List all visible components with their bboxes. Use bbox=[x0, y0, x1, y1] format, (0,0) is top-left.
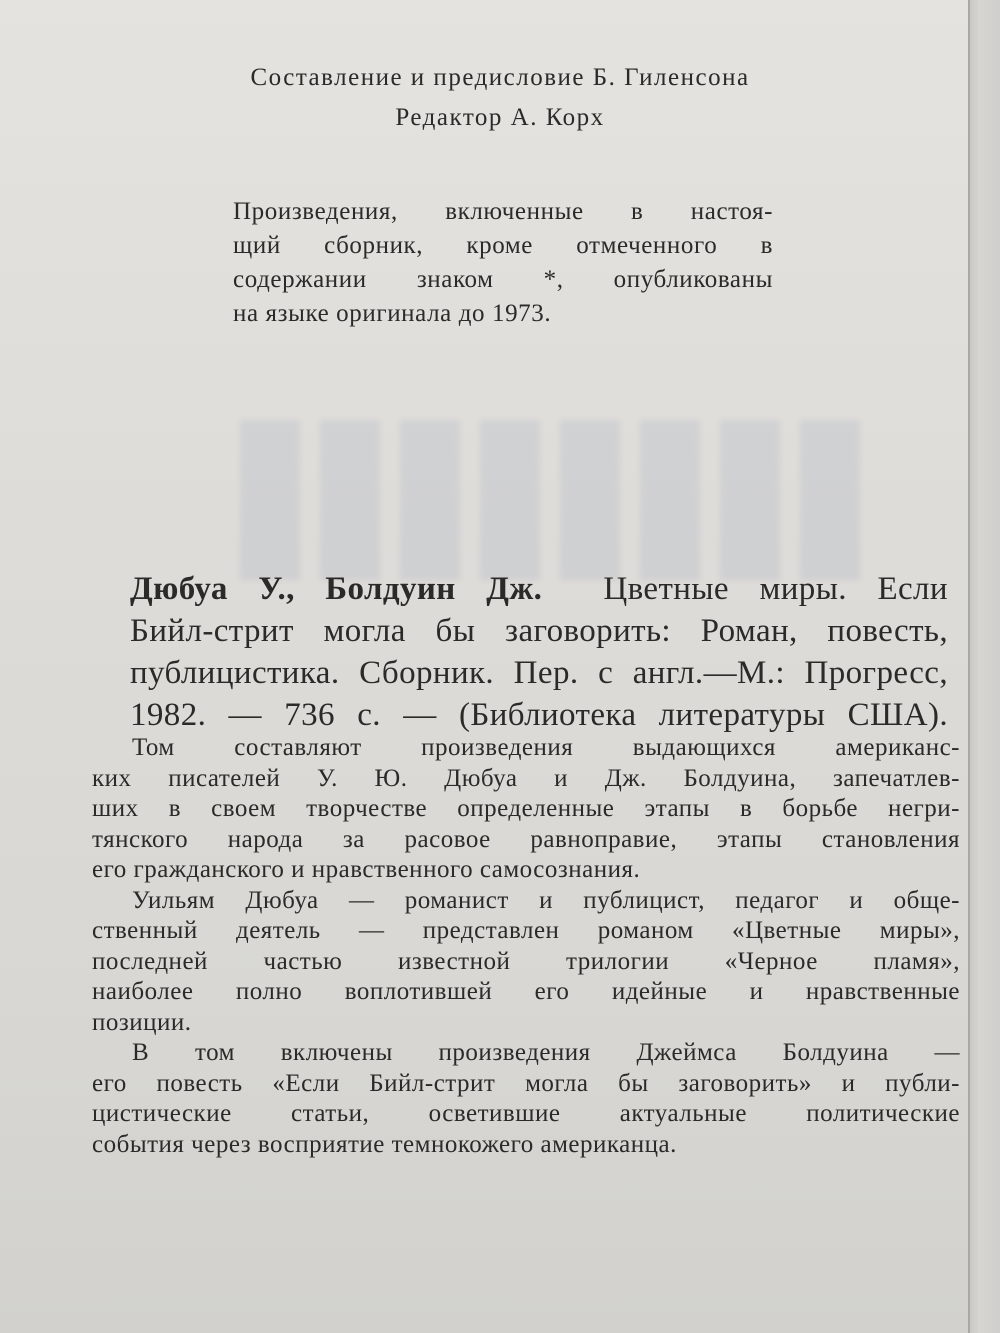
annotation bbox=[92, 733, 960, 1160]
annotation-line: его гражданского и нравственного самосознания. bbox=[92, 856, 641, 883]
annotation-line: тянского народа за расовое равноправие, этапы становления bbox=[92, 825, 960, 853]
bib-line-4: 1982. — 736 с. — (Библиотека литературы США). bbox=[130, 697, 948, 733]
annotation-line: ственный деятель — представлен романом «Цветные миры», bbox=[92, 917, 960, 944]
bib-line-2: Бийл-стрит могла бы заговорить: Роман, повесть, bbox=[130, 613, 948, 649]
bib-line-1 bbox=[130, 568, 948, 610]
annotation-line: цистические статьи, осветившие актуальные политические bbox=[92, 1100, 960, 1127]
publication-note bbox=[233, 195, 773, 331]
bib-title-start: Цветные миры. Если bbox=[603, 571, 948, 607]
annotation-line: Уильям Дюбуа — романист и публицист, педагог и обще- bbox=[132, 886, 960, 914]
annotation-line: ших в своем творчестве определенные этапы в борьбе негри- bbox=[92, 795, 960, 822]
show-through-print bbox=[240, 420, 860, 580]
bibliographic-entry bbox=[130, 568, 948, 736]
annotation-line: В том включены произведения Джеймса Болдуина — bbox=[132, 1039, 960, 1066]
annotation-line: позиции. bbox=[92, 1008, 192, 1036]
bib-line-3: публицистика. Сборник. Пер. с англ.—М.: Прогресс, bbox=[130, 655, 948, 691]
note-line: на языке оригинала до 1973. bbox=[233, 300, 552, 327]
annotation-line: наиболее полно воплотившей его идейные и нравственные bbox=[92, 978, 960, 1005]
editor-line: Редактор А. Корх bbox=[395, 104, 605, 131]
annotation-line: события через восприятие темнокожего американца. bbox=[92, 1130, 677, 1158]
credits-block bbox=[200, 58, 800, 138]
compiler-line: Составление и предисловие Б. Гиленсона bbox=[250, 64, 750, 91]
annotation-line: последней частью известной трилогии «Черное пламя», bbox=[92, 947, 960, 975]
annotation-line: ких писателей У. Ю. Дюбуа и Дж. Болдуина, запечатлев- bbox=[92, 764, 960, 792]
annotation-line: его повесть «Если Бийл-стрит могла бы заговорить» и публи- bbox=[92, 1069, 960, 1097]
page-edge bbox=[968, 0, 1000, 1333]
bib-authors: Дюбуа У., Болдуин Дж. bbox=[130, 571, 543, 607]
note-line: Произведения, включенные в настоя- bbox=[233, 198, 773, 225]
note-line: щий сборник, кроме отмеченного в bbox=[233, 232, 773, 259]
note-line: содержании знаком *, опубликованы bbox=[233, 266, 773, 293]
annotation-line: Том составляют произведения выдающихся американс- bbox=[132, 734, 960, 761]
